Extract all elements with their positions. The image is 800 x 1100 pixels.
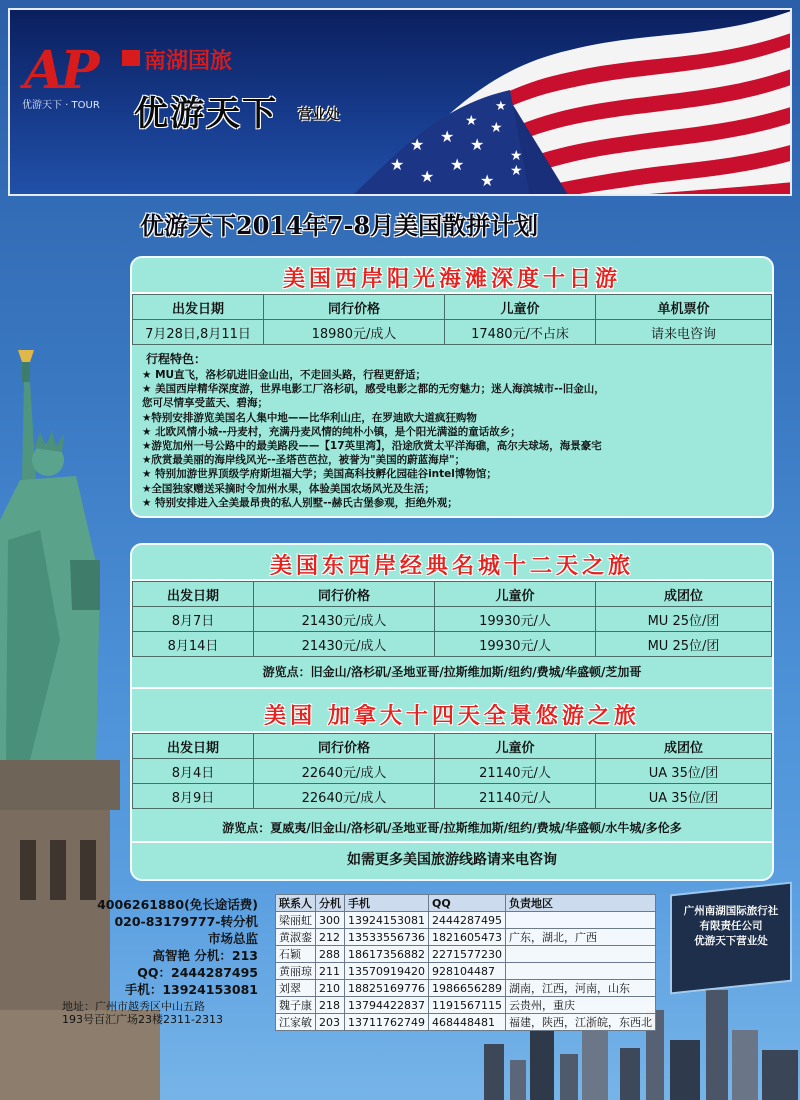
table-cell: UA 35位/团 <box>596 759 772 784</box>
us-flag-image <box>10 10 792 196</box>
table-cell: 19930元/人 <box>435 607 596 632</box>
list-item: ★特别安排游览美国名人集中地——比华利山庄，在罗迪欧大道疯狂购物 <box>142 411 477 424</box>
list-item: 您可尽情享受蓝天、碧海； <box>142 397 268 410</box>
table-cell: 13924153081 <box>345 912 429 929</box>
svg-text:★: ★ <box>390 155 405 174</box>
list-item: ★ 北欧风情小城--丹麦村，充满丹麦风情的纯朴小镇，是个阳光满溢的童话故乡； <box>142 425 521 438</box>
tour-panel-east-west-canada <box>130 543 774 881</box>
divider <box>132 687 772 689</box>
company-logo: AP <box>24 40 96 101</box>
company-name <box>676 904 786 949</box>
table-header-row <box>276 895 656 912</box>
table-cell: 18980元/成人 <box>264 320 445 345</box>
header-cell: 出发日期 <box>133 295 264 320</box>
tour-title: 美国西岸阳光海滩深度十日游 <box>282 267 621 292</box>
table-row <box>276 912 656 929</box>
header-cell: 出发日期 <box>133 582 254 607</box>
price-table <box>132 294 772 345</box>
list-item: ★ MU直飞，洛杉矶进旧金山出，不走回头路，行程更舒适； <box>142 369 427 381</box>
table-cell: 魏子康 <box>276 997 316 1014</box>
table-row <box>133 759 772 784</box>
company-line: 广州南湖国际旅行社 <box>683 905 779 917</box>
header-banner <box>8 8 792 196</box>
table-row <box>276 1014 656 1031</box>
table-cell: 7月28日,8月11日 <box>133 320 264 345</box>
tour-title: 美国东西岸经典名城十二天之旅 <box>269 554 634 579</box>
list-item: ★ 特别安排进入全美最昂贵的私人别墅--赫氏古堡参观，拒绝外观； <box>142 496 458 509</box>
header-cell: 儿童价 <box>435 734 596 759</box>
svg-text:★: ★ <box>440 127 455 146</box>
table-cell: 19930元/人 <box>435 632 596 657</box>
table-cell: 21430元/成人 <box>254 632 435 657</box>
table-header-row <box>133 734 772 759</box>
slogan: 优游天下 <box>134 94 278 134</box>
table-cell: 湖南，江西，河南，山东 <box>505 980 655 997</box>
table-header-row <box>133 582 772 607</box>
list-item: ★游览加州一号公路中的最美路段——【17英里湾】，沿途欣赏太平洋海礁，高尔夫球场，海景豪宅 <box>142 440 602 453</box>
svg-text:★: ★ <box>470 135 485 154</box>
table-cell: 212 <box>316 929 345 946</box>
table-cell: 22640元/成人 <box>254 784 435 809</box>
sights-list: 游览点：夏威夷/旧金山/洛杉矶/圣地亚哥/拉斯维加斯/纽约/费城/华盛顿/水牛城/多伦多 <box>222 821 682 835</box>
table-cell: 8月9日 <box>133 784 254 809</box>
table-cell: 13794422837 <box>345 997 429 1014</box>
table-row <box>276 980 656 997</box>
table-cell: 福建，陕西，江浙皖，东西北 <box>505 1014 655 1031</box>
svg-text:★: ★ <box>410 135 425 154</box>
header-cell: 分机 <box>316 895 345 912</box>
header-cell: QQ <box>428 895 505 912</box>
features-heading: 行程特色： <box>146 352 207 366</box>
table-cell: 928104487 <box>428 963 505 980</box>
list-item: ★ 特别加游世界顶级学府斯坦福大学；美国高科技孵化园硅谷intel博物馆； <box>142 468 497 481</box>
table-cell: 江家敏 <box>276 1014 316 1031</box>
header-cell: 手机 <box>345 895 429 912</box>
table-cell: 21140元/人 <box>435 759 596 784</box>
address <box>62 1000 272 1026</box>
hotline: 4006261880(免长途话费) <box>97 897 258 912</box>
table-cell: 8月4日 <box>133 759 254 784</box>
features-list <box>142 368 772 510</box>
header-cell: 联系人 <box>276 895 316 912</box>
page-title: 优游天下2014年7-8月美国散拼计划 <box>140 211 539 240</box>
table-cell: 13570919420 <box>345 963 429 980</box>
table-cell: 22640元/成人 <box>254 759 435 784</box>
svg-text:★: ★ <box>510 163 523 179</box>
header-cell: 成团位 <box>596 582 772 607</box>
table-cell: UA 35位/团 <box>596 784 772 809</box>
table-cell: 13711762749 <box>345 1014 429 1031</box>
header-cell: 儿童价 <box>445 295 596 320</box>
telephone: 020-83179777-转分机 <box>114 914 258 929</box>
table-cell: 1191567115 <box>428 997 505 1014</box>
mobile-number: 手机：13924153081 <box>124 982 258 997</box>
company-line: 有限责任公司 <box>699 920 763 932</box>
table-cell <box>505 946 655 963</box>
header-cell: 负责地区 <box>505 895 655 912</box>
table-row <box>276 963 656 980</box>
price-table <box>132 581 772 657</box>
svg-text:★: ★ <box>420 167 435 186</box>
header-cell: 单机票价 <box>596 295 772 320</box>
table-cell <box>505 912 655 929</box>
table-cell: 211 <box>316 963 345 980</box>
table-cell: MU 25位/团 <box>596 632 772 657</box>
table-row <box>133 320 772 345</box>
table-cell: 210 <box>316 980 345 997</box>
table-cell: 218 <box>316 997 345 1014</box>
svg-text:★: ★ <box>480 171 495 190</box>
department: 市场总监 <box>207 931 258 946</box>
header-cell: 出发日期 <box>133 734 254 759</box>
table-cell: 石颖 <box>276 946 316 963</box>
table-cell: 300 <box>316 912 345 929</box>
header-cell: 成团位 <box>596 734 772 759</box>
svg-text:★: ★ <box>495 99 507 114</box>
table-cell: 2444287495 <box>428 912 505 929</box>
table-cell: MU 25位/团 <box>596 607 772 632</box>
table-cell: 1821605473 <box>428 929 505 946</box>
qq-number: QQ：2444287495 <box>137 965 258 980</box>
contact-name: 高智艳 分机：213 <box>152 948 258 963</box>
header-cell: 同行价格 <box>254 734 435 759</box>
table-cell: 云贵州，重庆 <box>505 997 655 1014</box>
table-row <box>276 946 656 963</box>
price-table <box>132 733 772 809</box>
tour-panel-west-coast <box>130 256 774 518</box>
table-cell: 8月14日 <box>133 632 254 657</box>
company-line: 优游天下营业处 <box>694 935 768 947</box>
table-row <box>133 784 772 809</box>
contact-info <box>78 896 258 998</box>
office-label: 营业处 <box>298 107 340 123</box>
table-cell: 203 <box>316 1014 345 1031</box>
logo-subtitle: 优游天下 · TOUR <box>22 100 100 111</box>
more-info-note: 如需更多美国旅游线路请来电咨询 <box>347 852 557 868</box>
table-cell: 468448481 <box>428 1014 505 1031</box>
header-cell: 儿童价 <box>435 582 596 607</box>
table-row <box>276 997 656 1014</box>
table-row <box>276 929 656 946</box>
table-cell: 18617356882 <box>345 946 429 963</box>
sights-list: 游览点：旧金山/洛杉矶/圣地亚哥/拉斯维加斯/纽约/费城/华盛顿/芝加哥 <box>262 665 642 679</box>
divider <box>132 841 772 843</box>
table-cell: 1986656289 <box>428 980 505 997</box>
table-cell: 黄丽琼 <box>276 963 316 980</box>
header-cell: 同行价格 <box>254 582 435 607</box>
table-cell: 18825169776 <box>345 980 429 997</box>
svg-text:★: ★ <box>465 113 478 129</box>
contact-table <box>275 894 656 1031</box>
table-cell: 梁丽虹 <box>276 912 316 929</box>
table-cell: 8月7日 <box>133 607 254 632</box>
table-cell: 2271577230 <box>428 946 505 963</box>
list-item: ★欣赏最美丽的海岸线风光--圣塔芭芭拉，被誉为"美国的蔚蓝海岸"； <box>142 454 466 467</box>
table-cell: 21430元/成人 <box>254 607 435 632</box>
table-cell: 黄淑銮 <box>276 929 316 946</box>
svg-text:★: ★ <box>510 148 523 164</box>
table-cell: 请来电咨询 <box>596 320 772 345</box>
table-cell: 广东，湖北，广西 <box>505 929 655 946</box>
table-cell: 288 <box>316 946 345 963</box>
table-header-row <box>133 295 772 320</box>
table-cell: 21140元/人 <box>435 784 596 809</box>
address-line: 地址：广州市越秀区中山五路 <box>62 1000 205 1013</box>
table-cell <box>505 963 655 980</box>
list-item: ★ 美国西岸精华深度游，世界电影工厂洛杉矶，感受电影之都的无穷魅力；迷人海滨城市--旧金山， <box>142 383 605 396</box>
address-line: 193号百汇广场23楼2311-2313 <box>62 1013 223 1026</box>
header-cell: 同行价格 <box>264 295 445 320</box>
brand-name: 南湖国旅 <box>144 49 233 74</box>
table-cell: 13533556736 <box>345 929 429 946</box>
svg-text:★: ★ <box>450 155 465 174</box>
table-row <box>133 632 772 657</box>
table-row <box>133 607 772 632</box>
tour-title: 美国 加拿大十四天全景悠游之旅 <box>264 704 640 729</box>
brand-icon <box>122 50 140 66</box>
table-cell: 刘翠 <box>276 980 316 997</box>
svg-text:★: ★ <box>490 120 503 136</box>
table-cell: 17480元/不占床 <box>445 320 596 345</box>
list-item: ★全国独家赠送采摘时令加州水果，体验美国农场风光及生活； <box>142 482 435 495</box>
